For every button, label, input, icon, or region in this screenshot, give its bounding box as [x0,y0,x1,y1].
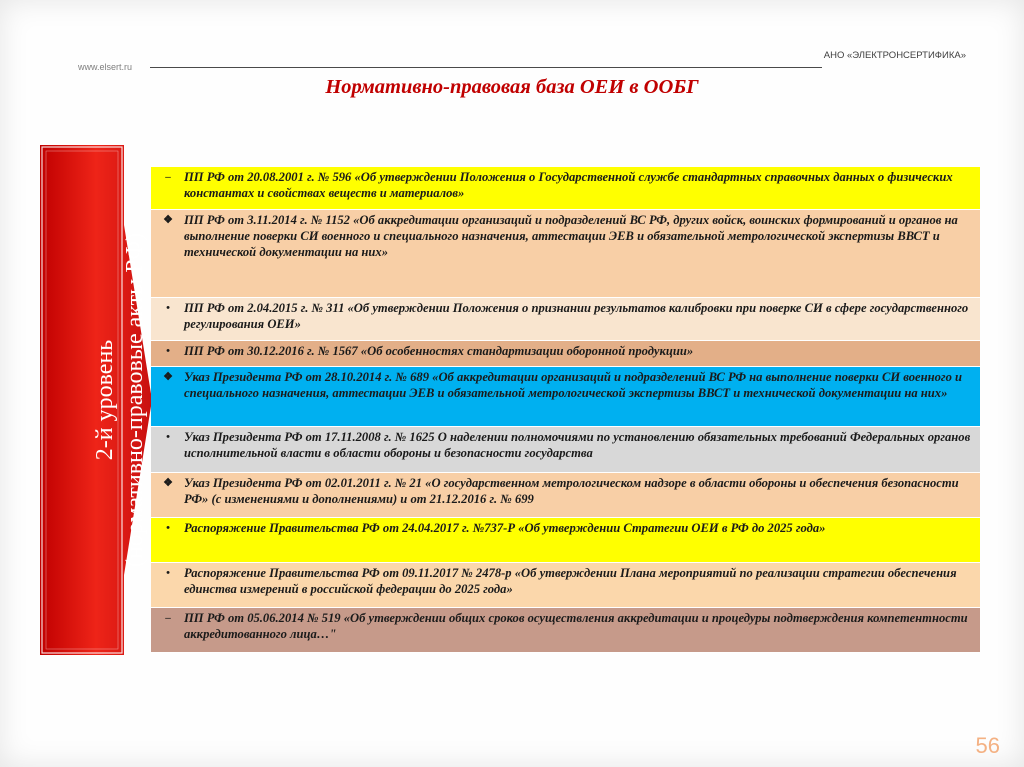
site-url: www.elsert.ru [78,62,133,72]
dash-marker-icon: – [165,171,171,183]
bullet-icon: • [166,345,170,357]
list-item [151,367,980,427]
bullet-icon: • [166,522,170,534]
page-number: 56 [975,733,1000,758]
list-item [151,210,980,298]
page-title: Нормативно-правовая база ОЕИ в ООБГ [325,76,699,98]
list-item [151,518,980,563]
list-item-text: ПП РФ от 05.06.2014 № 519 «Об утверждении общих сроков осуществления аккредитации и процедуры подтверждения компетентности аккредитованного лица…" [184,611,968,642]
level-label-line1: 2-й уровень [92,339,118,461]
list-item-text: ПП РФ от 30.12.2016 г. № 1567 «Об особенностях стандартизации оборонной продукции» [184,344,694,358]
list-item-text: Распоряжение Правительства РФ от 24.04.2017 г. №737-Р «Об утверждении Стратегии ОЕИ в РФ до 2025 года» [184,521,826,535]
list-item [151,608,980,653]
list-item [151,341,980,367]
diamond-bullet-icon: ❖ [163,477,173,489]
list-item-text: ПП РФ от 20.08.2001 г. № 596 «Об утверждении Положения о Государственной службе стандартных справочных данных о физических константах и свойствах веществ и материалов» [184,170,953,201]
organization-name: АНО «ЭЛЕКТРОНСЕРТИФИКА» [823,50,966,61]
list-item-text: ПП РФ от 2.04.2015 г. № 311 «Об утверждении Положения о признании результатов калибровки при поверке СИ в сфере государственного регулирования ОЕИ» [184,301,969,332]
level-label-line2: (нормативно-правовые акты РФ) [122,232,148,568]
bullet-icon: • [166,302,170,314]
list-item-text: Указ Президента РФ от 02.01.2011 г. № 21 «О государственном метрологическом надзоре в области обороны и обеспечения безопасности РФ» (с изменениями и дополнениями) и от 21.12.2016 г. № 699 [184,476,959,507]
diamond-bullet-icon: ❖ [163,214,173,226]
list-item-text: Распоряжение Правительства РФ от 09.11.2017 № 2478-р «Об утверждении Плана мероприятий по реализации стратегии обеспечения единства измерений в российской федерации до 2025 года» [184,566,957,597]
list-item [151,473,980,518]
diamond-bullet-icon: ❖ [163,371,173,383]
list-item [151,563,980,608]
header-divider [150,67,822,68]
legal-acts-list [151,167,980,653]
list-item-text: ПП РФ от 3.11.2014 г. № 1152 «Об аккредитации организаций и подразделений ВС РФ, других войск, воинских формирований и органов на выполнение поверки СИ военного и специального назначения, аттестации ЭЕВ и обязательной метрологической экспертизы ВВСТ и технической документации на них» [184,213,958,260]
list-item-text: Указ Президента РФ от 28.10.2014 г. № 689 «Об аккредитации организаций и подразделений ВС РФ на выполнение поверки СИ военного и специального назначения, аттестации ЭЕВ и обязательной метрологической экспертизы ВВСТ и технической документации на них» [184,370,963,401]
list-item-text: Указ Президента РФ от 17.11.2008 г. № 1625 О наделении полномочиями по установлению обязательных требований Федеральных органов исполнительной власти в области обороны и безопасности государства [184,430,971,461]
bullet-icon: • [166,431,170,443]
list-item [151,427,980,473]
list-item [151,298,980,341]
bullet-icon: • [166,567,170,579]
list-item [151,167,980,210]
dash-marker-icon: – [165,612,171,624]
level-ribbon [40,145,152,655]
